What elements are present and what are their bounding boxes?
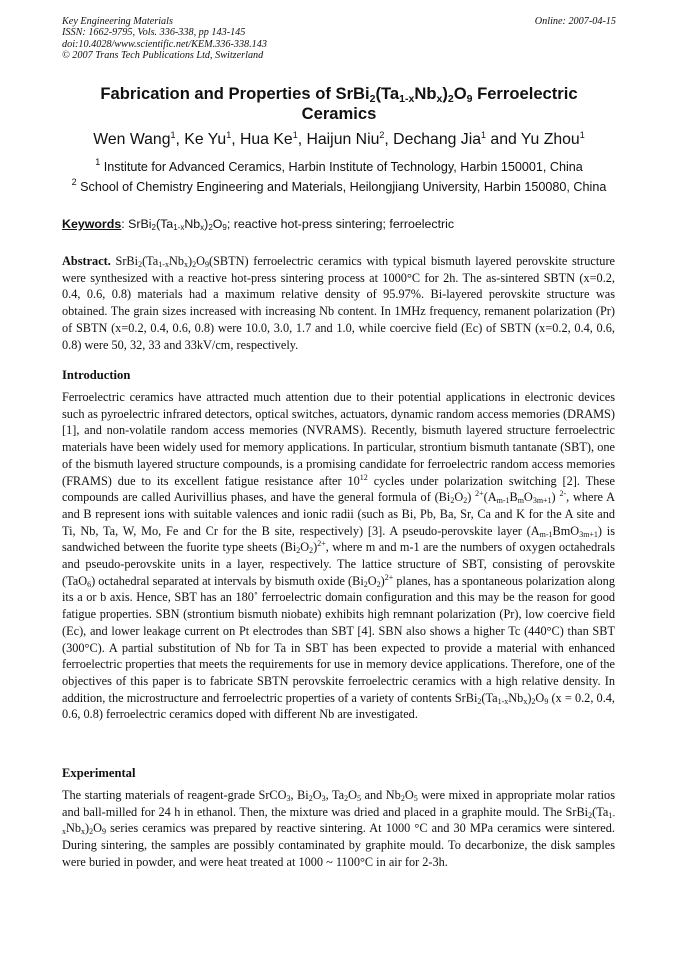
journal-doi: doi:10.4028/www.scientific.net/KEM.336-338.143 <box>62 38 267 50</box>
affiliation-2: $^2$ School of Chemistry Engineering and Materials, Heilongjiang University, Harbin 150080, China <box>71 177 607 194</box>
author: Ke Yu$^1$, <box>184 130 240 148</box>
journal-copyright: © 2007 Trans Tech Publications Ltd, Switzerland <box>62 50 264 62</box>
paper-title <box>60 84 618 124</box>
experimental-heading: Experimental <box>62 766 136 780</box>
author: Haijun Niu$^2$, <box>306 130 394 148</box>
journal-issn: ISSN: 1662-9795, Vols. 336-338, pp 143-145 <box>62 27 246 39</box>
journal-header <box>62 16 267 62</box>
journal-name: Key Engineering Materials <box>62 16 173 27</box>
abstract: Abstract. $SrBi_2(Ta_{1-x}Nb_x)_2O_9(SBTN)$ ferroelectric ceramics with typical bismuth layered perovskite structure were synthesized with a reactive hot-press sintering process at 1000°C for 2h. The as-sintered SBTN (x=0.2, 0.4, 0.6, 0.8) materials had a maximum relative density of 95.97%. Bi-layered perovskite structure was obtained. The grain sizes increased with increasing Nb content. In 1MHz frequency, remanent polarization (Pr) of SBTN (x=0.2, 0.4, 0.6, 0.8) were 10.0, 3.0, 1.7 and 1.0, while coercive field (Ec) of SBTN (x=0.2, 0.4, 0.6, 0.8) were 50, 32, 33 and 33kV/cm, respectively. <box>62 254 615 352</box>
affiliation-1: $^1$ Institute for Advanced Ceramics, Harbin Institute of Technology, Harbin 150001, China <box>95 157 583 174</box>
author: Wen Wang$^1$, <box>93 130 185 148</box>
experimental-text: The starting materials of reagent-grade SrCO$_3$, $Bi_2O_3$, $Ta_2O_5$ and $Nb_2O_5$ were mixed in appropriate molar ratios and ball-milled for 24 h in ethanol. Then, the mixture was dried and placed in a graphite mould. The $SrBi_2(Ta_{1-x}Nb_x)_2O_9$ series ceramics was prepared by reactive sintering. At 1000 °C and 30 MPa ceramics were sintered. During sintering, the samples are possibly contaminated by graphite mould. To decarbonize, the disk samples were buried in powder, and were heat treated at 1000 ~ 1100°C in air for 2-3h. <box>62 788 615 869</box>
title-line-1: Fabrication and Properties of $SrBi_2(Ta_{1-x}Nb_x)_2O_9$ Ferroelectric <box>100 84 578 105</box>
online-date: Online: 2007-04-15 <box>534 16 616 27</box>
author: Yu Zhou$^1$ <box>520 130 585 148</box>
author-list <box>40 131 638 149</box>
author: Hua Ke$^1$, <box>239 130 307 148</box>
keywords: Keywords: $SrBi_2(Ta_{1-x}Nb_x)_2O_9$; reactive hot-press sintering; ferroelectric <box>62 217 455 232</box>
introduction-text: Ferroelectric ceramics have attracted much attention due to their potential applications in electronic devices such as pyroelectric infrared detectors, optical switches, actuators, dynamic random access memories (DRAMS) [1], and non-volatile random access memories (NVRAMS). Recently, bismuth layered structure ferroelectric materials have been widely used for memory applications. In particular, strontium bismuth tantanate (SBT), one of the bismuth layered structure compounds, is a promising candidate for ferroelectric random access memories (FRAMS) due to its excellent fatigue resistance after $10^{12}$ cycles under polarization switching [2]. These compounds are called Aurivillius phases, and have the general formula of $(Bi_2O_2)$ $^{2+}(A_{m-1}B_mO_{3m+1})$ $^{2-}$, where A and B represent ions with suitable valences and ionic radii (such as Bi, Pb, Ba, Sr, Ca and K for the A site and Ti, Nb, Ta, W, Mo, Fe and Cr for the B site, respectively) [3]. A pseudo-perovskite layer $(A_{m-1}BmO_{3m+1})$ is sandwiched between the fuorite type sheets $(Bi_2O_2)^{2+}$, where m and m-1 are the numbers of oxygen octahedrals and pseudo-perovskite units in a layer, respectively. The lattice structure of SBT, consisting of perovskite (TaO$_6$) octahedral separated at intervals by bismuth oxide $(Bi_2O_2)^{2+}$ planes, has a spontaneous polarization along its a or b axis. Hence, SBT has an 180˚ ferroelectric domain configuration and this may be the reason for good fatigue properties. SBN (strontium bismuth niobate) exhibits high remnant polarization (Pr), low coercive field (Ec), and lower leakage current on Pt electrodes than SBT [4]. SBN also shows a higher Tc (440°C) than SBT (300°C). A partial substitution of Nb for Ta in SBT has been expected to provide a material with enhanced ferroelectric properties that meets the requirements for use in memory device applications. Therefore, one of the objectives of this paper is to fabricate SBTN perovskite ferroelectric ceramics with a high relative density. In addition, the microstructure and ferroelectric properties of a variety of contents $SrBi_2(Ta_{1-x}Nb_x)_2O_9$ (x = 0.2, 0.4, 0.6, 0.8) ferroelectric ceramics doped with different Nb are investigated. <box>62 390 616 722</box>
title-line-2: Ceramics <box>301 104 377 123</box>
author: Dechang Jia$^1$ and <box>393 130 521 148</box>
introduction-heading: Introduction <box>62 368 131 382</box>
